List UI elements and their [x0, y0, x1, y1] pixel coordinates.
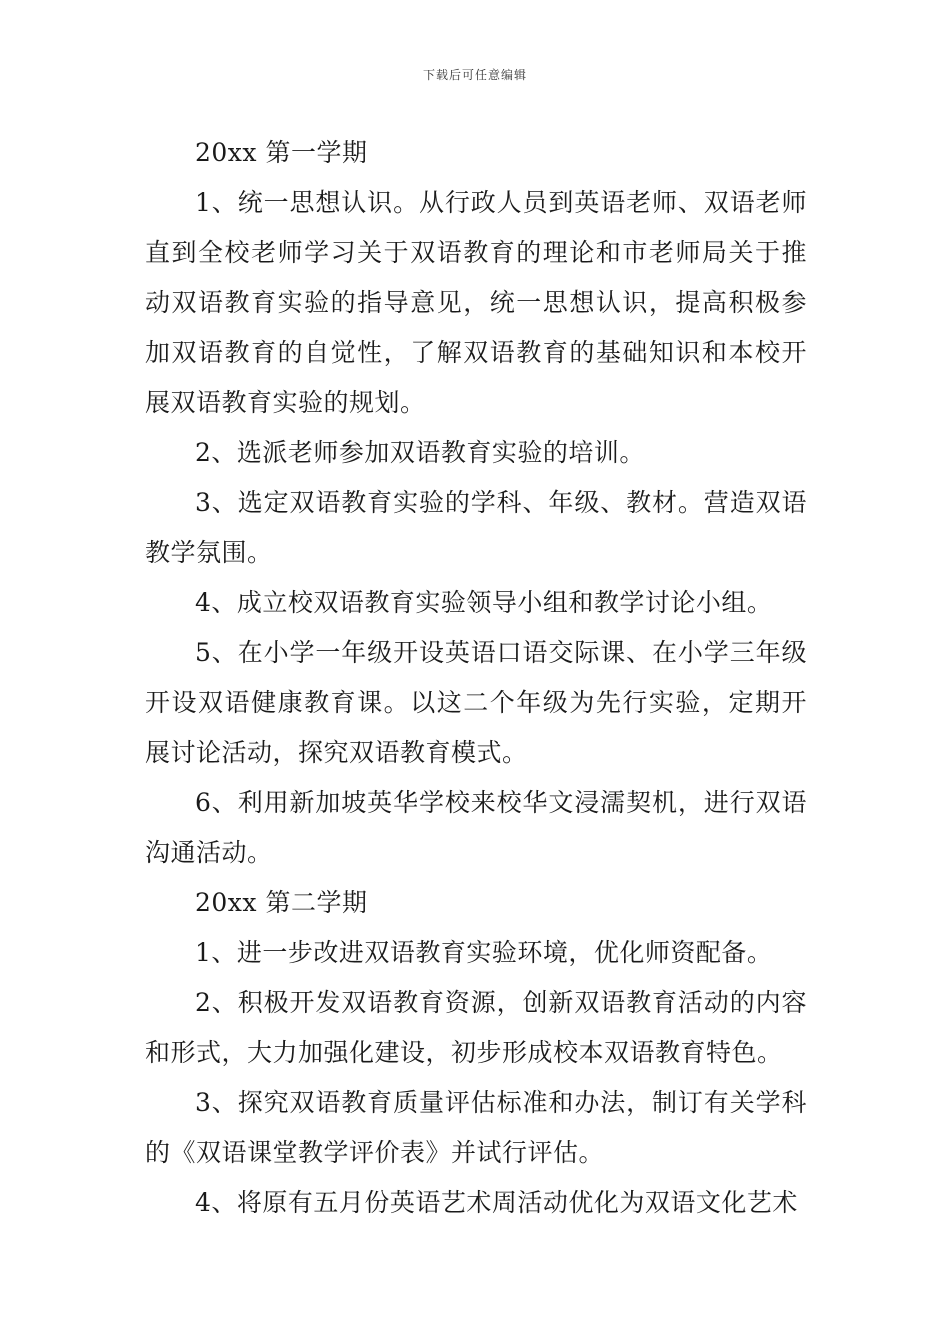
paragraph-item: 4、将原有五月份英语艺术周活动优化为双语文化艺术 [195, 1188, 798, 1217]
paragraph-item: 3、探究双语教育质量评估标准和办法，制订有关学科的《双语课堂教学评价表》并试行评估。 [145, 1088, 807, 1167]
paragraph-item: 1、进一步改进双语教育实验环境，优化师资配备。 [195, 938, 773, 967]
paragraph-item: 6、利用新加坡英华学校来校华文浸濡契机，进行双语沟通活动。 [145, 788, 807, 867]
paragraph-item: 5、在小学一年级开设英语口语交际课、在小学三年级开设双语健康教育课。以这二个年级为先行实验，定期开展讨论活动，探究双语教育模式。 [145, 638, 807, 767]
paragraph-item: 1、统一思想认识。从行政人员到英语老师、双语老师直到全校老师学习关于双语教育的理论和市老师局关于推动双语教育实验的指导意见，统一思想认识，提高积极参加双语教育的自觉性，了解双语教育的基础知识和本校开展双语教育实验的规划。 [145, 188, 807, 417]
paragraph-item: 4、成立校双语教育实验领导小组和教学讨论小组。 [195, 588, 773, 617]
page-header-note: 下载后可任意编辑 [422, 68, 527, 82]
paragraph-item: 2、积极开发双语教育资源，创新双语教育活动的内容和形式，大力加强化建设，初步形成校本双语教育特色。 [145, 988, 807, 1067]
semester-heading-2: 20xx 第二学期 [195, 888, 368, 917]
document-body [145, 128, 807, 1228]
paragraph-item: 3、选定双语教育实验的学科、年级、教材。营造双语教学氛围。 [145, 488, 807, 567]
semester-heading-1: 20xx 第一学期 [195, 138, 368, 167]
paragraph-item: 2、选派老师参加双语教育实验的培训。 [195, 438, 645, 467]
